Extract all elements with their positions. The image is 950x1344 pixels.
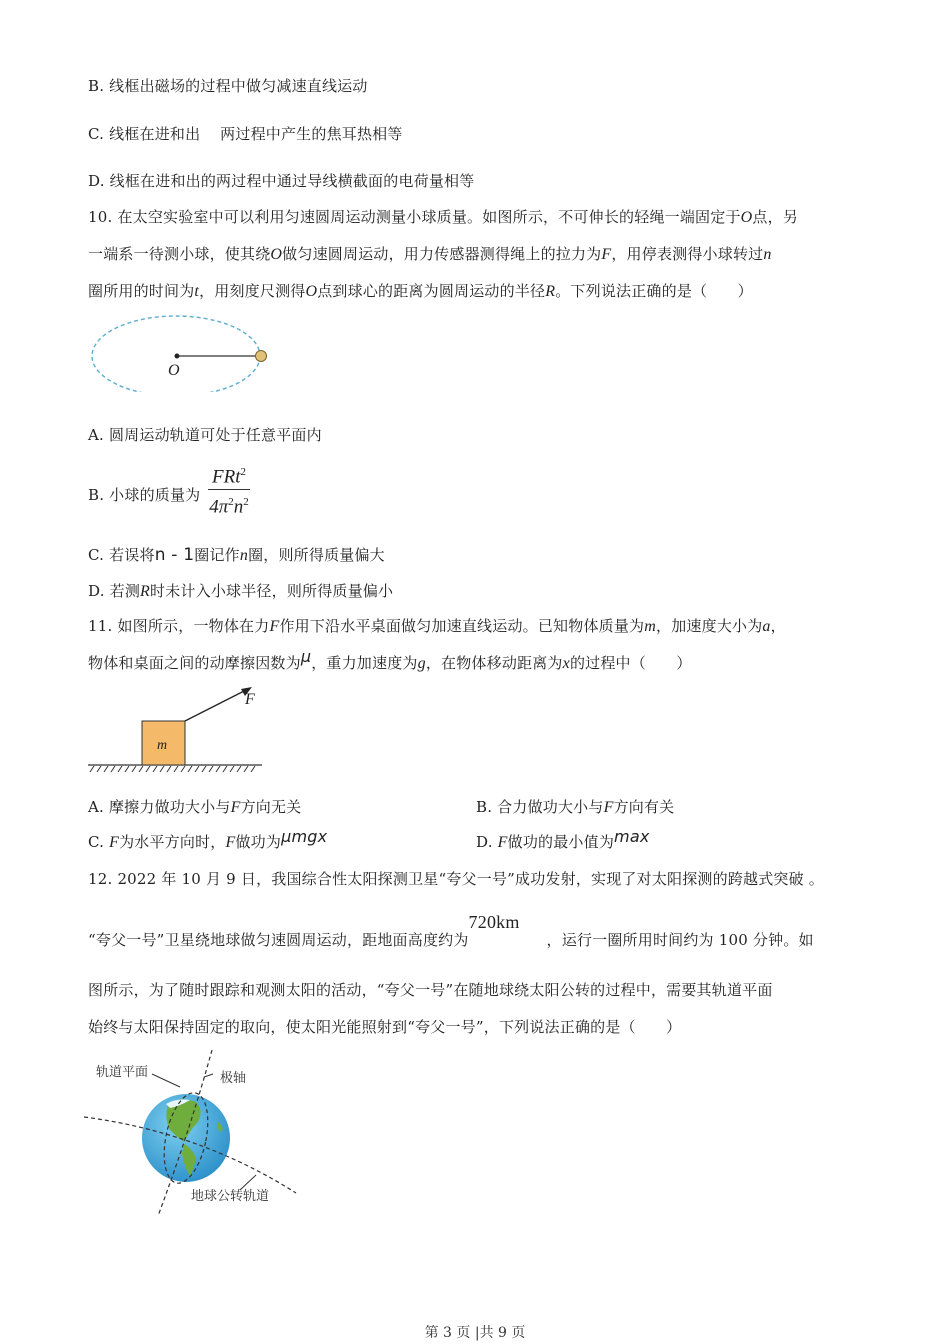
orbit-plane-label: 轨道平面 — [96, 1065, 149, 1080]
q11-stem-line2: 物体和桌面之间的动摩擦因数为μ，重力加速度为g，在物体移动距离为x的过程中（ ） — [88, 647, 692, 672]
fraction-denominator: $4\pi^2n^2$ — [209, 496, 249, 518]
q11-option-d: D. F做功的最小值为max — [476, 827, 650, 851]
page-total: 共 9 页 — [479, 1325, 526, 1341]
q10-stem-line1: 10. 在太空实验室中可以利用匀速圆周运动测量小球质量。如图所示，不可伸长的轻绳一端固定于O点，另 — [88, 208, 799, 226]
orbit-height-value: 720km — [468, 912, 520, 932]
q11-block-force-figure — [84, 684, 274, 776]
q10-option-a: A. 圆周运动轨道可处于任意平面内 — [88, 426, 322, 444]
q10-option-d: D. 若测R时未计入小球半径，则所得质量偏小 — [88, 582, 394, 600]
q10-circular-motion-figure — [84, 312, 284, 392]
q9-option-c: C. 线框在进和出 两过程中产生的焦耳热相等 — [88, 125, 403, 143]
page-footer — [0, 1322, 950, 1342]
fraction-numerator: FRt$^2$ — [208, 460, 250, 490]
q12-stem-line4: 始终与太阳保持固定的取向，使太阳光能照射到“夸父一号”，下列说法正确的是（ ） — [88, 1018, 682, 1036]
page-number: 第 3 页 — [424, 1325, 471, 1341]
q10-stem-line3: 圈所用的时间为t，用刻度尺测得O点到球心的距离为圆周运动的半径R。下列说法正确的是（ ） — [88, 282, 753, 300]
q11-option-a: A. 摩擦力做功大小与F方向无关 — [88, 798, 302, 816]
footer-separator: | — [474, 1325, 480, 1341]
q12-stem-line3: 图所示，为了随时跟踪和观测太阳的活动，“夸父一号”在随地球绕太阳公转的过程中，需要其轨道平面 — [88, 981, 773, 999]
q11-option-b: B. 合力做功大小与F方向有关 — [476, 798, 675, 816]
q11-stem-line1: 11. 如图所示，一物体在力F作用下沿水平桌面做匀加速直线运动。已知物体质量为m，加速度大小为a， — [88, 617, 786, 635]
mass-formula-fraction — [208, 460, 250, 520]
polar-axis-label: 极轴 — [220, 1071, 247, 1086]
q10-option-b: B. 小球的质量为 — [88, 486, 201, 504]
q12-stem-line1: 12. 2022 年 10 月 9 日，我国综合性太阳探测卫星“夸父一号”成功发射，实现了对太阳探测的跨越式突破 。 — [88, 870, 824, 888]
q9-option-d: D. 线框在进和出的两过程中通过导线横截面的电荷量相等 — [88, 172, 475, 190]
force-f-label: F — [245, 691, 255, 708]
q10-option-c: C. 若误将n - 1圈记作n圈，则所得质量偏大 — [88, 545, 385, 565]
q9-option-b: B. 线框出磁场的过程中做匀减速直线运动 — [88, 77, 368, 95]
block-mass-label: m — [157, 738, 168, 753]
q12-earth-orbit-figure — [80, 1050, 320, 1230]
q12-stem-line2: “夸父一号”卫星绕地球做匀速圆周运动，距地面高度约为 720km ，运行一圈所用时间约为 100 分钟。如 — [88, 912, 814, 949]
q11-option-c: C. F为水平方向时，F做功为μmgx — [88, 827, 328, 851]
earth-orbit-label: 地球公转轨道 — [191, 1189, 270, 1204]
point-o-label: O — [168, 362, 180, 379]
q10-stem-line2: 一端系一待测小球，使其绕O做匀速圆周运动，用力传感器测得绳上的拉力为F，用停表测得小球转过n — [88, 245, 772, 263]
